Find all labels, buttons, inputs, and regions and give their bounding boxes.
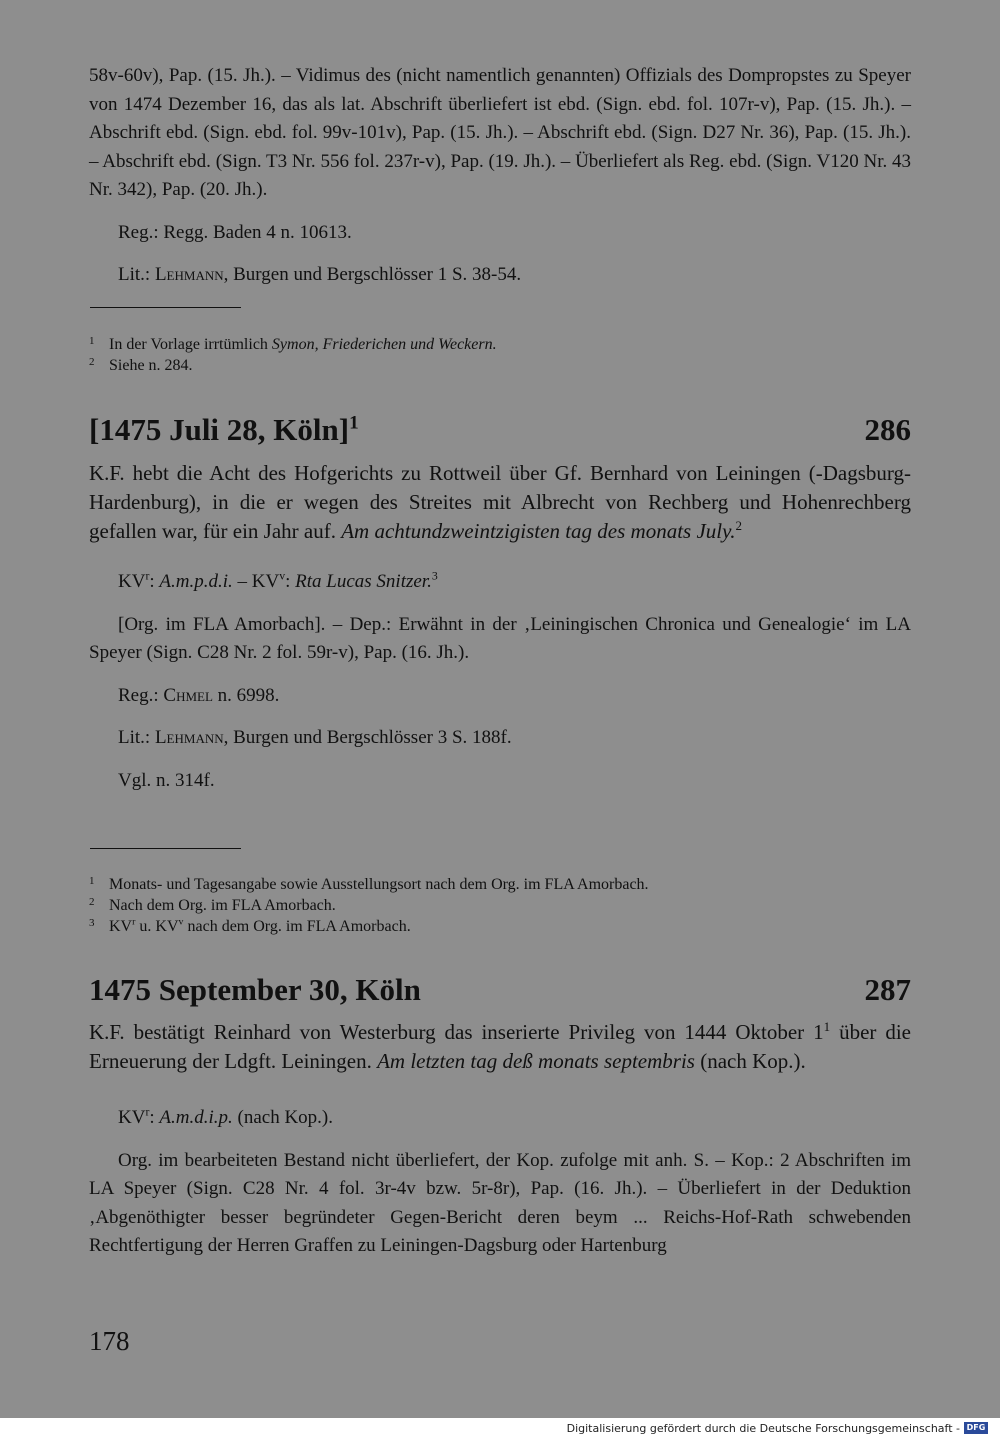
footnote-number: 3 <box>89 917 95 929</box>
footnote-text: Nach dem Org. im FLA Amorbach. <box>109 897 336 914</box>
footnote-rule <box>90 307 241 308</box>
lit-prefix: Lit.: <box>118 264 155 285</box>
footnote-rule <box>90 848 241 849</box>
reg-prefix: Reg.: <box>118 684 164 706</box>
note-marker: 2 <box>735 518 743 533</box>
footnote-part: nach dem Org. im FLA Amorbach. <box>183 918 411 935</box>
entry-date <box>89 412 359 448</box>
entry-org: [Org. im FLA Amorbach]. – Dep.: Erwähnt in der ‚Leiningischen Chronica und Genealogie‘ im LA Speyer (Sign. C28 Nr. 2 fol. 59r-v), Pap. (16. Jh.). <box>89 613 911 663</box>
footnote-sup: v <box>178 916 184 928</box>
footnote <box>89 895 911 916</box>
summary-text: (nach Kop.). <box>694 1049 806 1073</box>
continuation-footnotes <box>89 334 911 376</box>
entry-lit <box>89 724 911 753</box>
entry-kv <box>89 1104 911 1133</box>
footnote-part: u. KV <box>135 918 179 935</box>
reg-rest: n. 6998. <box>212 684 280 706</box>
kv-sep: : <box>149 1107 160 1128</box>
summary-text: über die Erneuerung der Ldgft. Leiningen. <box>89 1020 911 1073</box>
kv-sup: r <box>145 569 150 583</box>
footnote-part: KV <box>109 918 133 935</box>
entry-number: 286 <box>864 412 911 447</box>
page-number: 178 <box>89 1326 130 1356</box>
note-marker: 1 <box>349 412 359 434</box>
summary-italic: Am achtundzweintzigisten tag des monats July. <box>341 519 736 543</box>
footnote <box>89 916 911 937</box>
entry-date: 1475 September 30, Köln <box>89 972 421 1007</box>
summary-text: K.F. bestätigt Reinhard von Westerburg das inserierte Privileg von 1444 Oktober 1 <box>89 1020 824 1044</box>
kv-text: A.m.p.d.i. <box>159 571 233 592</box>
kv-text: Rta Lucas Snitzer. <box>295 571 432 592</box>
kv-text: A.m.d.i.p. <box>159 1107 233 1128</box>
lit-prefix: Lit.: <box>118 727 155 748</box>
footnote-text: Monats- und Tagesangabe sowie Ausstellungsort nach dem Org. im FLA Amorbach. <box>109 876 649 893</box>
footnote <box>89 874 911 895</box>
kv-rest: (nach Kop.). <box>232 1107 334 1128</box>
continuation-reg: Reg.: Regg. Baden 4 n. 10613. <box>118 221 352 243</box>
footnote-text: Siehe n. 284. <box>109 357 193 374</box>
lit-rest: , Burgen und Bergschlösser 3 S. 188f. <box>223 727 512 748</box>
entry-286-body <box>89 459 911 795</box>
summary-text: K.F. hebt die Acht des Hofgerichts zu Rottweil über Gf. Bernhard von Leiningen (-Dagsburg-Hardenburg), in die er wegen des Streites mit Albrecht von Rechberg und Hohenrechberg gefallen war, für ein Jahr auf. <box>89 461 911 543</box>
footnote-italic: Symon, Friederichen und Weckern. <box>271 336 497 353</box>
entry-vgl: Vgl. n. 314f. <box>118 769 215 791</box>
entry-summary <box>89 1018 911 1076</box>
continuation-block <box>89 62 911 290</box>
entry-287-body <box>89 1018 911 1261</box>
footnote-sup: r <box>132 916 136 928</box>
lit-author: Lehmann <box>154 264 224 285</box>
entry-kv: $KV^r$: A.m.p.d.i. – $KV^v$: Rta Lucas Snitzer.$^3$ <box>118 569 438 592</box>
entry-heading-287 <box>89 972 911 1008</box>
dfg-logo: DFG <box>964 1422 988 1434</box>
footer-bar <box>0 1418 1000 1439</box>
entry-286-footnotes <box>89 874 911 937</box>
kv-label: KV <box>118 571 146 592</box>
lit-author: Lehmann <box>154 727 224 748</box>
footnote-number: 2 <box>89 896 95 908</box>
footnote-text <box>109 916 411 937</box>
entry-date-text: [1475 Juli 28, Köln] <box>89 412 350 447</box>
footnote <box>89 355 911 376</box>
entry-reg <box>89 682 911 711</box>
footnote-number: 2 <box>89 356 95 368</box>
entry-heading-286 <box>89 412 911 448</box>
note-marker: 1 <box>823 1019 831 1034</box>
reg-author: Chmel <box>163 684 213 706</box>
summary-italic: Am letzten tag deß monats septembris <box>377 1049 695 1073</box>
footnote-number: 1 <box>89 875 95 887</box>
footnote-text: In der Vorlage irrtümlich <box>109 336 272 353</box>
continuation-lit <box>89 261 911 290</box>
entry-number: 287 <box>864 972 911 1007</box>
entry-org: Org. im bearbeiteten Bestand nicht überliefert, der Kop. zufolge mit anh. S. – Kop.: 2 Abschriften im LA Speyer (Sign. C28 Nr. 4 fol. 3r-4v bzw. 5r-8r), Pap. (16. Jh.). – Überliefert in der Deduktion ‚Abgenöthigter besser begründeter Gegen-Bericht deren beym ... Reichs-Hof-Rath schwebenden Rechtfertigung der Herren Graffen zu Leiningen-Dagsburg oder Hartenburg <box>89 1149 911 1256</box>
footnote <box>89 334 911 355</box>
kv-label: KV <box>118 1107 146 1128</box>
continuation-paragraph: 58v-60v), Pap. (15. Jh.). – Vidimus des (nicht namentlich genannten) Offizials des Dompropstes zu Speyer von 1474 Dezember 16, das als lat. Abschrift überliefert ist ebd. (Sign. ebd. fol. 107r-v), Pap. (15. Jh.). – Abschrift ebd. (Sign. ebd. fol. 99v-101v), Pap. (15. Jh.). – Abschrift ebd. (Sign. D27 Nr. 36), Pap. (15. Jh.). – Abschrift ebd. (Sign. T3 Nr. 556 fol. 237r-v), Pap. (19. Jh.). – Überliefert als Reg. ebd. (Sign. V120 Nr. 43 Nr. 342), Pap. (20. Jh.). <box>89 65 911 200</box>
kv-sup: r <box>145 1105 150 1119</box>
note-marker: 3 <box>431 569 438 583</box>
footer-text: Digitalisierung gefördert durch die Deutsche Forschungsgemeinschaft - <box>566 1422 960 1435</box>
kv-sup: v <box>279 569 286 583</box>
entry-summary <box>89 459 911 546</box>
footnote-number: 1 <box>89 335 95 347</box>
kv-label: – KV <box>232 571 280 592</box>
lit-rest: , Burgen und Bergschlösser 1 S. 38-54. <box>223 264 522 285</box>
